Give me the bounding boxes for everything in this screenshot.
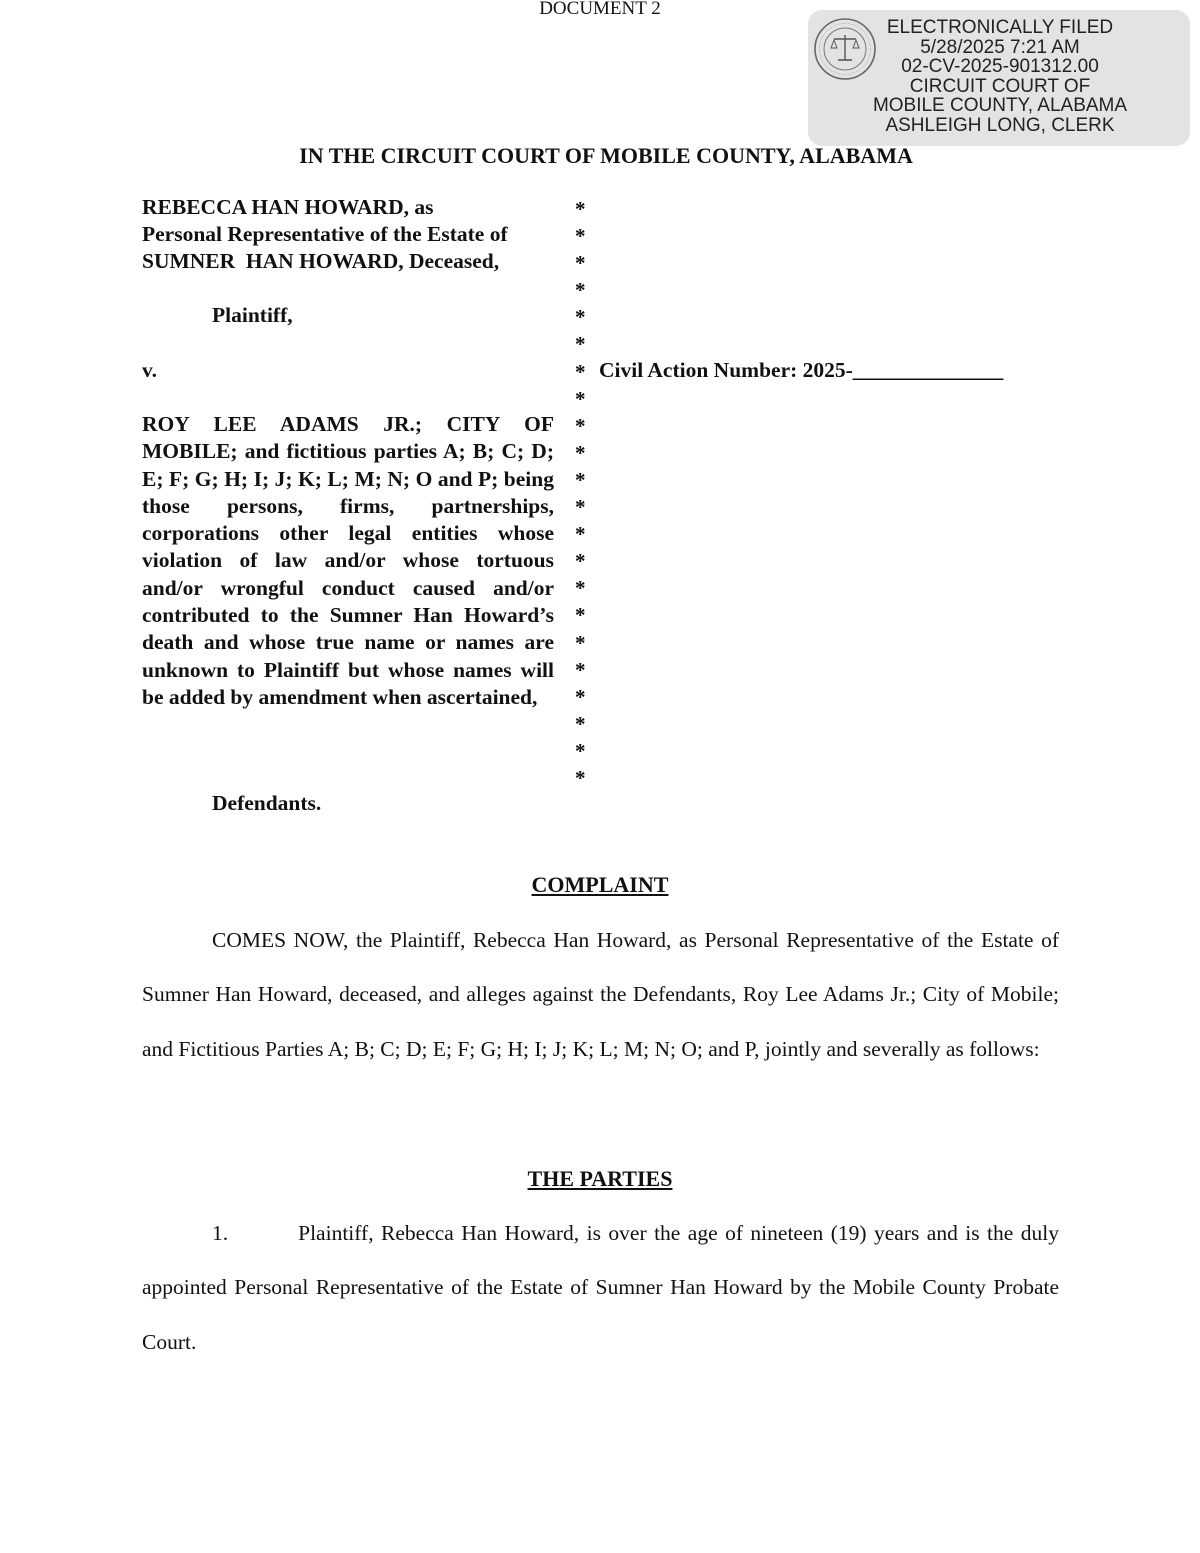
paragraph-1-text: Plaintiff, Rebecca Han Howard, is over the age of nineteen (19) years and is the duly appointed Personal Representative of the Estate of Sumner Han Howard by the Mobile County Probate Court. — [142, 1221, 1059, 1354]
separator-star: * — [575, 224, 586, 249]
separator-star: * — [575, 251, 586, 276]
parties-heading: THE PARTIES — [527, 1166, 673, 1191]
separator-star: * — [575, 278, 586, 303]
defendants-description: ROY LEE ADAMS JR.; CITY OF MOBILE; and fictitious parties A; B; C; D; E; F; G; H; I; J; K; L; M; N; O and P; being those persons, firms, partnerships, corporations other legal entities whose violation of law and/or whose tortuous and/or wrongful conduct caused and/or contributed to the Sumner Han Howard’s death and whose true name or names are unknown to Plaintiff but whose names will be added by amendment when ascertained, — [142, 412, 554, 709]
stamp-line: ELECTRONICALLY FILED — [886, 17, 1114, 38]
complaint-heading: COMPLAINT — [531, 872, 669, 897]
separator-star: * — [575, 359, 586, 384]
defendants-label: Defendants. — [212, 791, 322, 815]
plaintiff-line: SUMNER HAN HOWARD, Deceased, — [142, 249, 500, 273]
separator-star: * — [575, 711, 586, 736]
separator-star: * — [575, 684, 586, 709]
caption-separator — [575, 196, 586, 792]
paragraph-number: 1. — [212, 1221, 229, 1245]
stamp-line: 5/28/2025 7:21 AM — [920, 36, 1080, 58]
plaintiff-line: Personal Representative of the Estate of — [142, 222, 508, 246]
versus-label: v. — [142, 358, 157, 382]
plaintiff-label: Plaintiff, — [212, 303, 293, 327]
separator-star: * — [575, 332, 586, 357]
separator-star: * — [575, 549, 586, 574]
separator-star: * — [575, 603, 586, 628]
separator-star: * — [575, 765, 586, 790]
separator-star: * — [575, 467, 586, 492]
stamp-line: 02-CV-2025-901312.00 — [901, 56, 1099, 78]
separator-star: * — [575, 522, 586, 547]
intro-paragraph — [142, 913, 1059, 1076]
separator-star: * — [575, 576, 586, 601]
filing-stamp-text — [850, 18, 1150, 136]
separator-star: * — [575, 630, 586, 655]
document-label: DOCUMENT 2 — [539, 0, 661, 19]
separator-star: * — [575, 657, 586, 682]
stamp-line: MOBILE COUNTY, ALABAMA — [872, 95, 1128, 117]
paragraph-1 — [142, 1206, 1059, 1369]
plaintiff-line: REBECCA HAN HOWARD, as — [142, 195, 434, 219]
stamp-line: ASHLEIGH LONG, CLERK — [885, 114, 1115, 136]
separator-star: * — [575, 413, 586, 438]
separator-star: * — [575, 305, 586, 330]
separator-star: * — [575, 386, 586, 411]
stamp-line: CIRCUIT COURT OF — [909, 75, 1091, 97]
separator-star: * — [575, 738, 586, 763]
separator-star: * — [575, 495, 586, 520]
court-title: IN THE CIRCUIT COURT OF MOBILE COUNTY, ALABAMA — [299, 143, 913, 168]
separator-star: * — [575, 440, 586, 465]
civil-action-number: Civil Action Number: 2025-______________ — [599, 358, 1004, 382]
intro-paragraph-text: COMES NOW, the Plaintiff, Rebecca Han Howard, as Personal Representative of the Estate of Sumner Han Howard, deceased, and alleges against the Defendants, Roy Lee Adams Jr.; City of Mobile; and Fictitious Parties A; B; C; D; E; F; G; H; I; J; K; L; M; N; O; and P, jointly and severally as follows: — [142, 928, 1059, 1061]
separator-star: * — [575, 197, 586, 221]
